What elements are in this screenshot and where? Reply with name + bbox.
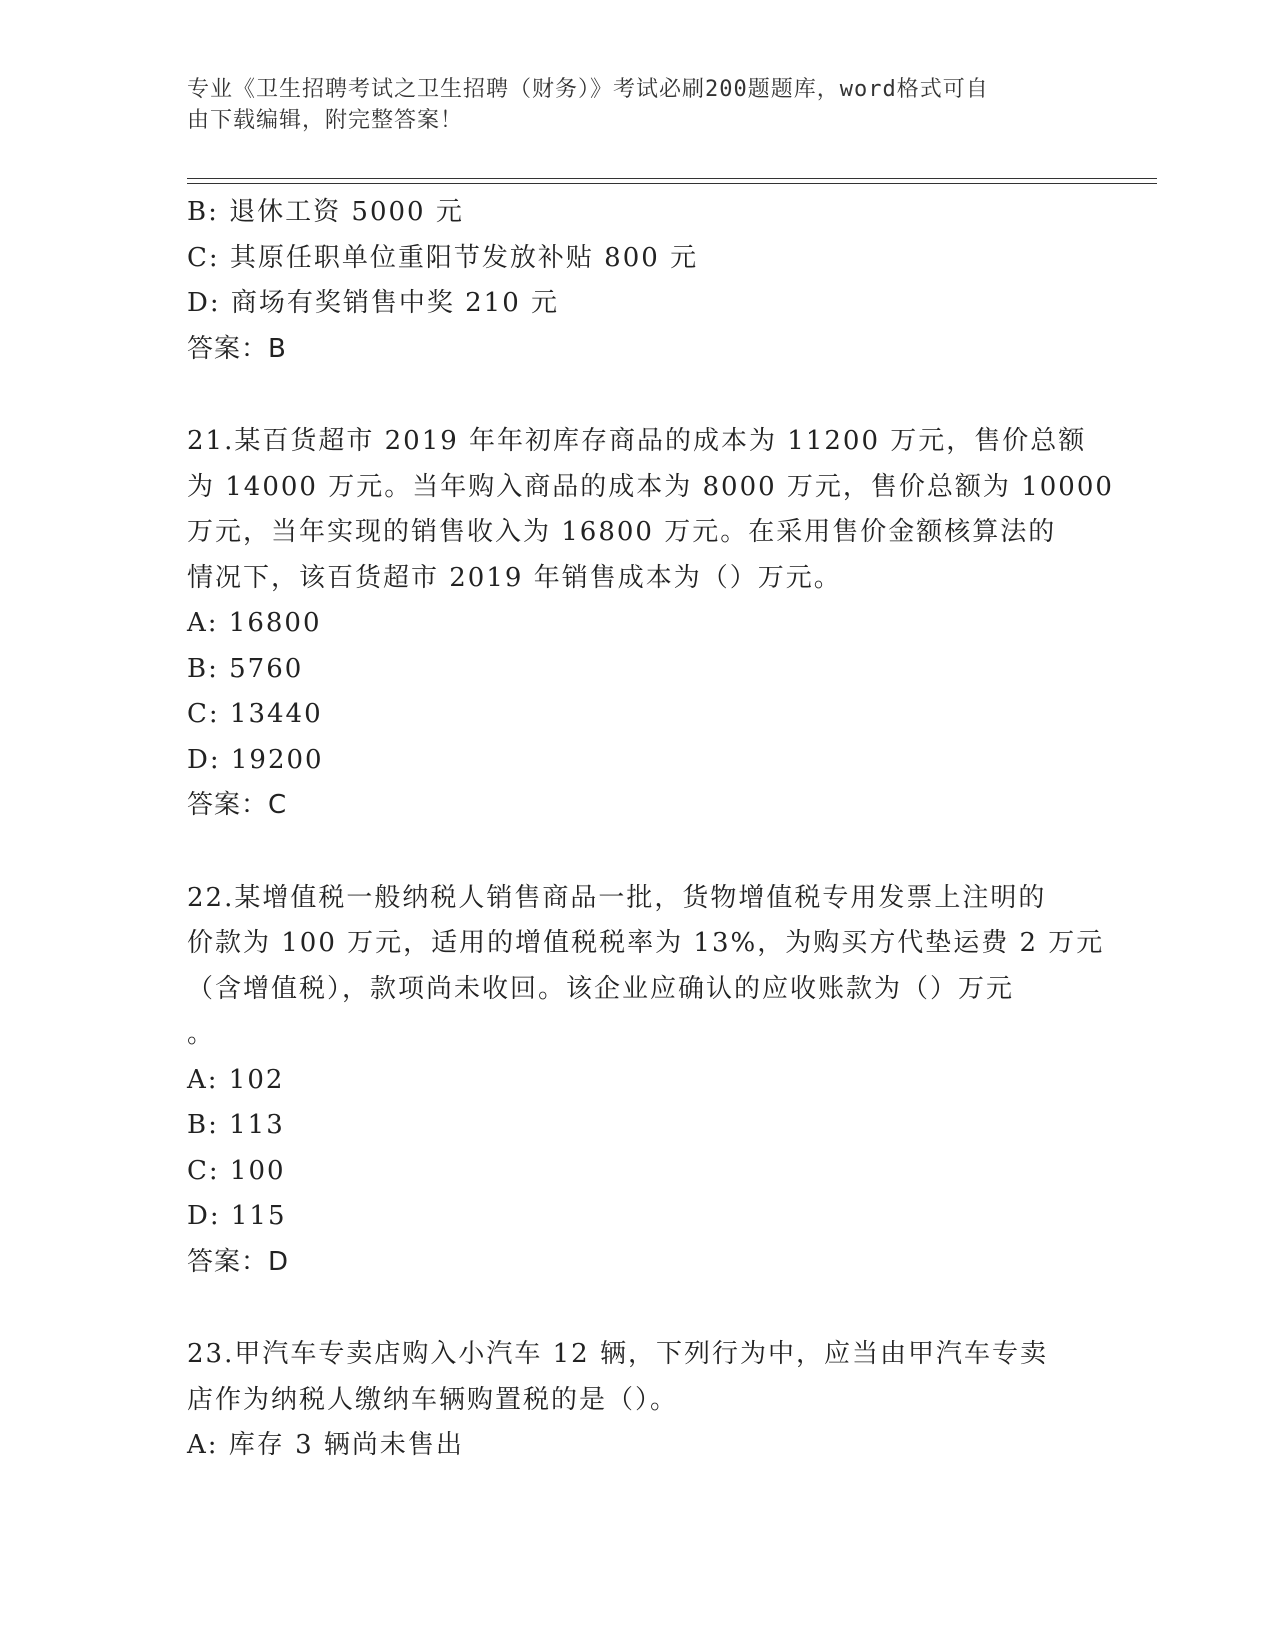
option-d: D: 115	[187, 1201, 287, 1231]
option-d: D: 商场有奖销售中奖 210 元	[187, 288, 560, 318]
question-prev	[187, 190, 1087, 372]
question-spacer	[187, 372, 1087, 419]
option-c: C: 其原任职单位重阳节发放补贴 800 元	[187, 242, 699, 273]
document-header	[187, 74, 1067, 136]
question-spacer	[187, 1285, 1087, 1332]
question-stem-line: 23.甲汽车专卖店购入小汽车 12 辆，下列行为中，应当由甲汽车专卖	[187, 1339, 1048, 1369]
question-stem-line: 。	[187, 1019, 216, 1049]
question-stem-line: 万元，当年实现的销售收入为 16800 万元。在采用售价金额核算法的	[187, 517, 1057, 547]
question-21	[187, 419, 1114, 829]
header-divider-bottom	[187, 183, 1157, 184]
option-a: A: 16800	[187, 608, 322, 638]
header-title-line-1: 专业《卫生招聘考试之卫生招聘（财务）》考试必刷200题题库，word格式可自	[187, 77, 989, 102]
option-b: B: 5760	[187, 653, 304, 684]
option-b: B: 退休工资 5000 元	[187, 197, 464, 227]
option-a: A: 102	[187, 1064, 285, 1095]
option-a: A: 库存 3 辆尚未售出	[187, 1430, 464, 1460]
question-stem-line: 情况下，该百货超市 2019 年销售成本为（）万元。	[187, 562, 842, 593]
question-stem-line: （含增值税），款项尚未收回。该企业应确认的应收账款为（）万元	[187, 973, 1015, 1004]
question-22	[187, 876, 1105, 1286]
option-c: C: 13440	[187, 699, 323, 729]
question-list	[187, 190, 1114, 1469]
option-b: B: 113	[187, 1110, 285, 1140]
answer-line: 答案：C	[187, 790, 288, 820]
question-stem-line: 21.某百货超市 2019 年年初库存商品的成本为 11200 万元，售价总额	[187, 426, 1087, 456]
question-stem-line: 为 14000 万元。当年购入商品的成本为 8000 万元，售价总额为 10000	[187, 471, 1114, 502]
question-stem-line: 22.某增值税一般纳税人销售商品一批，货物增值税专用发票上注明的	[187, 882, 1047, 913]
question-23	[187, 1332, 1087, 1469]
question-stem-line: 店作为纳税人缴纳车辆购置税的是（）。	[187, 1384, 679, 1415]
option-d: D: 19200	[187, 744, 324, 775]
question-stem-line: 价款为 100 万元，适用的增值税税率为 13%，为购买方代垫运费 2 万元	[187, 928, 1105, 958]
answer-line: 答案：B	[187, 333, 287, 364]
header-title-line-2: 由下载编辑，附完整答案！	[187, 108, 464, 133]
option-c: C: 100	[187, 1155, 286, 1186]
answer-line: 答案：D	[187, 1246, 290, 1277]
question-spacer	[187, 829, 1087, 876]
header-divider-top	[187, 178, 1157, 179]
